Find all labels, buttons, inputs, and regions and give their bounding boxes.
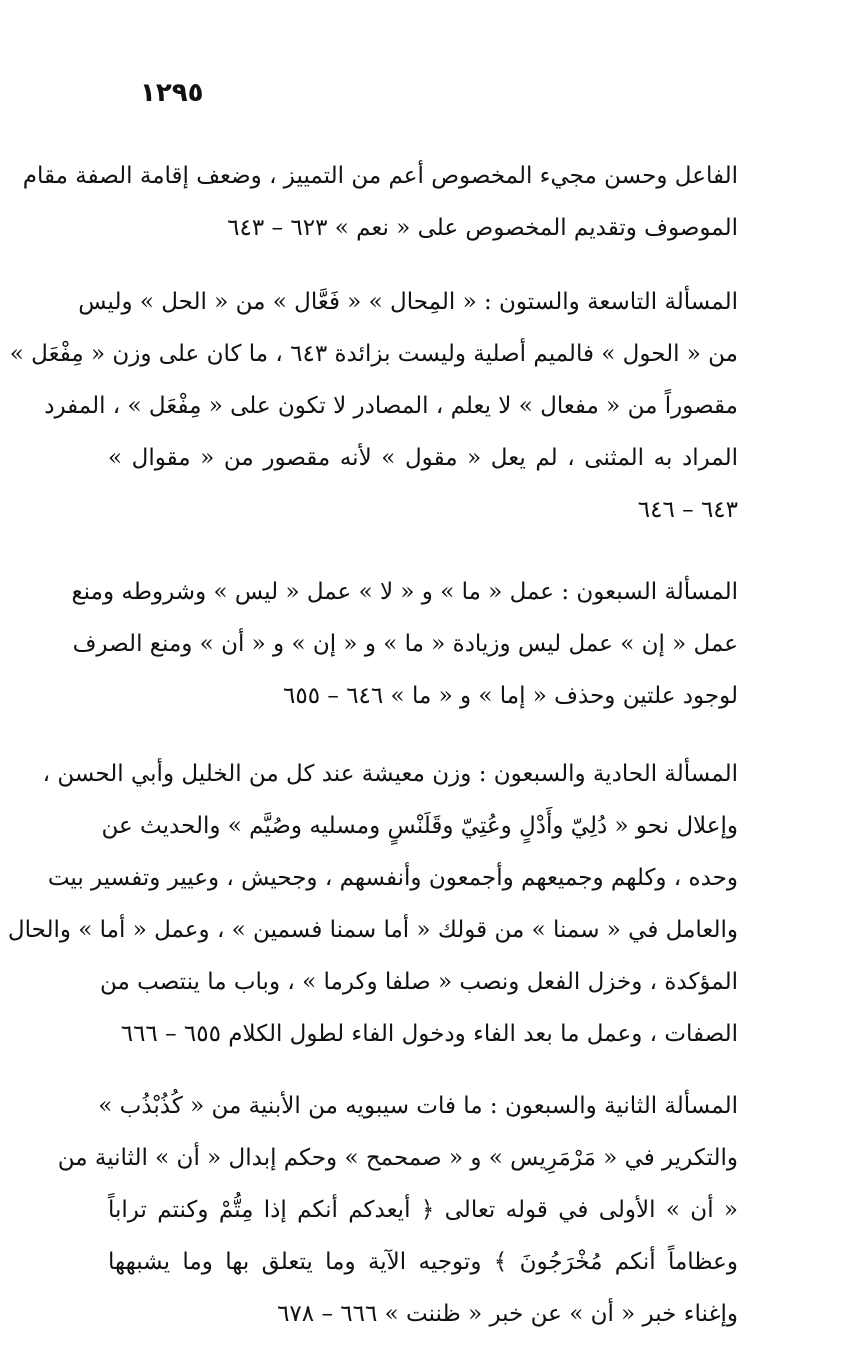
entry-line: المسألة السبعون : عمل « ما » و « لا » عمل « ليس » وشروطه ومنع — [71, 579, 738, 605]
entry-line: والتكرير في « مَرْمَرِيس » و « صمحمح » وحكم إبدال « أن » الثانية من — [57, 1145, 738, 1171]
entry-line: المسألة الثانية والسبعون : ما فات سيبويه من الأبنية من « كُذُبْذُب » — [98, 1093, 738, 1119]
entry-line: المسألة التاسعة والستون : « المِحال » « فَعَّال » من « الحل » وليس — [78, 289, 738, 315]
entry-line: المسألة الحادية والسبعون : وزن معيشة عند كل من الخليل وأبي الحسن ، — [42, 761, 738, 787]
entry-line: عمل « إن » عمل ليس وزيادة « ما » و « إن » و « أن » ومنع الصرف — [72, 631, 738, 657]
entry-separator — [108, 254, 738, 276]
index-entry-1 — [22, 150, 738, 254]
entry-line: الفاعل وحسن مجيء المخصوص أعم من التمييز ، وضعف إقامة الصفة مقام — [22, 163, 738, 189]
index-entry-5 — [57, 1080, 738, 1340]
entry-line: المؤكدة ، وخزل الفعل ونصب « صلفا وكرما » ، وباب ما ينتصب من — [100, 969, 738, 995]
entry-line: والعامل في « سمنا » من قولك « أما سمنا فسمين » ، وعمل « أما » والحال — [7, 917, 738, 943]
entry-line: وإعلال نحو « دُلِيّ وأَدْلٍ وعُتِيّ وقَلَنْسٍ ومسليه وصُيَّم » والحديث عن — [101, 813, 738, 839]
entry-line: المراد به المثنى ، لم يعل « مقول » لأنه مقصور من « مقوال » — [108, 445, 738, 471]
entry-line: الصفات ، وعمل ما بعد الفاء ودخول الفاء لطول الكلام ٦٥٥ – ٦٦٦ — [120, 1021, 738, 1047]
entry-line: وحده ، وكلهم وجميعهم وأجمعون وأنفسهم ، وجحيش ، وعيير وتفسير بيت — [47, 865, 738, 891]
index-entry-2 — [9, 276, 738, 536]
index-entry-4 — [7, 748, 738, 1060]
entry-line: وعظاماً أنكم مُخْرَجُونَ ﴾ وتوجيه الآية وما يتعلق بها وما يشبهها — [108, 1249, 738, 1275]
entry-line: مقصوراً من « مفعال » لا يعلم ، المصادر لا تكون على « مِفْعَل » ، المفرد — [44, 393, 738, 419]
entry-separator — [108, 1060, 738, 1080]
entry-line: ٦٤٣ – ٦٤٦ — [637, 497, 738, 523]
page-number: ١٢٩٥ — [140, 78, 204, 108]
entry-line: لوجود علتين وحذف « إما » و « ما » ٦٤٦ – ٦٥٥ — [283, 683, 738, 709]
entry-line: من « الحول » فالميم أصلية وليست بزائدة ٦٤٣ ، ما كان على وزن « مِفْعَل » — [9, 341, 738, 367]
entry-separator — [108, 722, 738, 748]
entry-separator — [108, 536, 738, 566]
entry-line: الموصوف وتقديم المخصوص على « نعم » ٦٢٣ – ٦٤٣ — [227, 215, 738, 241]
entry-line: وإغناء خبر « أن » عن خبر « ظننت » ٦٦٦ – ٦٧٨ — [277, 1301, 738, 1327]
entry-line: « أن » الأولى في قوله تعالى ﴿ أيعدكم أنكم إذا مِتُّمْ وكنتم تراباً — [108, 1197, 738, 1223]
index-entries — [7, 150, 738, 1340]
index-entry-3 — [71, 566, 738, 722]
